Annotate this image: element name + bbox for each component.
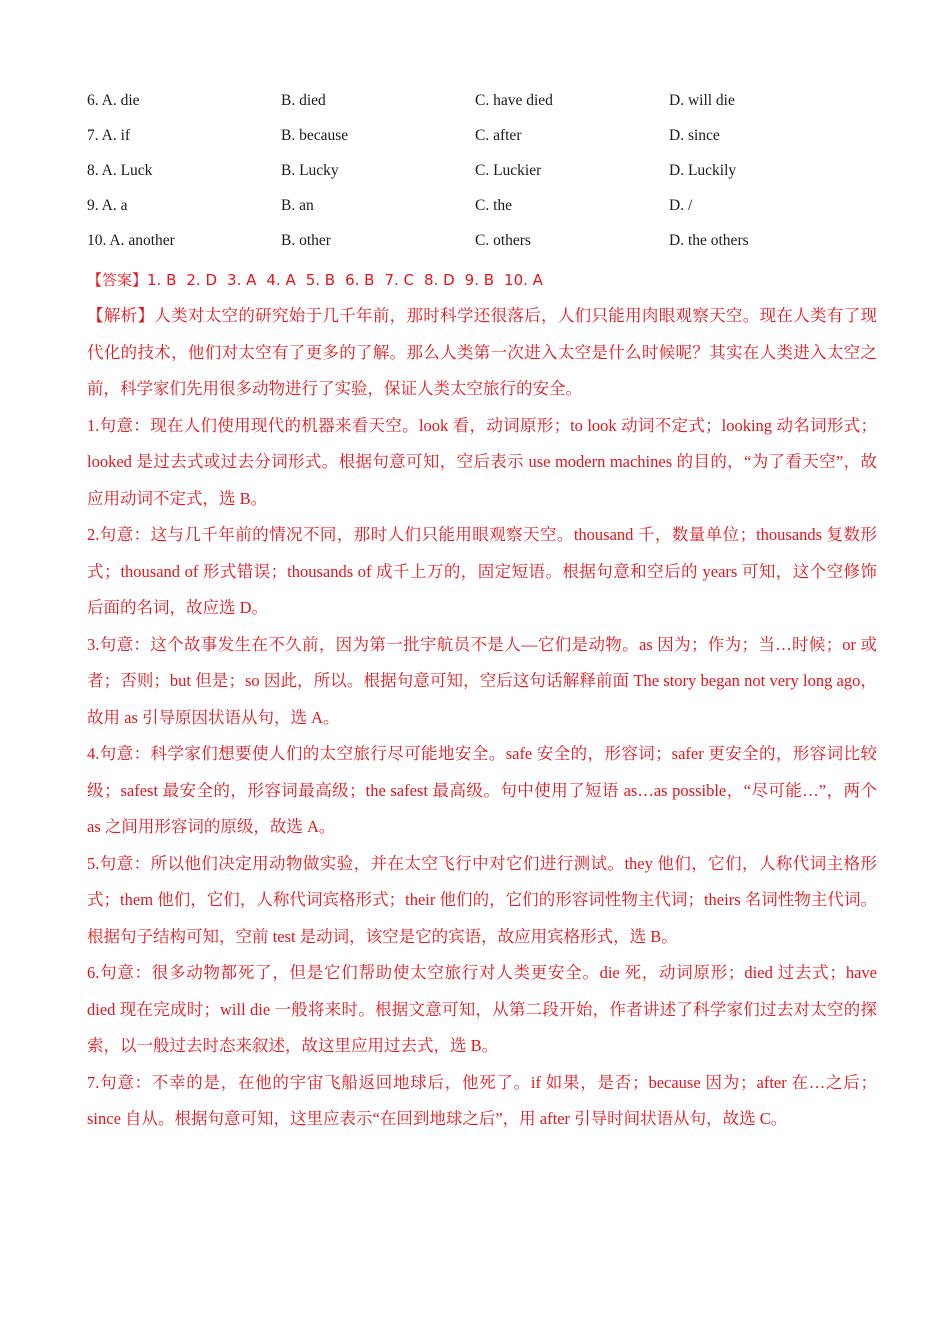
option-b: B. because [281, 127, 349, 144]
options-row-10 [87, 228, 877, 263]
option-a: 9. A. a [87, 197, 128, 214]
option-a: 6. A. die [87, 92, 140, 109]
option-c: C. after [475, 127, 522, 144]
answer-item: 5. B [305, 271, 336, 289]
explanation-4: 4.句意：科学家们想要使人们的太空旅行尽可能地安全。safe 安全的，形容词；safer 更安全的，形容词比较级；safest 最安全的，形容词最高级；the safest 最高级。句中使用了短语 as…as possible，“尽可能…”，两个 as 之间用形容词的原级，故选 A。 [87, 744, 877, 836]
answer-item: 10. A [504, 271, 543, 289]
answer-item: 9. B [464, 271, 495, 289]
answer-item: 6. B [345, 271, 375, 289]
document-page [87, 88, 877, 1138]
answer-tag: 【答案】 [87, 271, 148, 289]
options-row-6 [87, 88, 877, 123]
explanation-1: 1.句意：现在人们使用现代的机器来看天空。look 看，动词原形；to look 动词不定式；looking 动名词形式；looked 是过去式或过去分词形式。根据句意可知，空后表示 use modern machines 的目的，“为了看天空”，故应用动词不定式，选 B。 [87, 415, 877, 508]
option-b: B. an [281, 197, 314, 214]
answer-key [87, 263, 877, 298]
analysis-intro [87, 298, 877, 408]
option-c: C. Luckier [475, 162, 542, 179]
option-b: B. Lucky [281, 162, 339, 179]
option-c: C. have died [475, 92, 553, 109]
answer-item: 1. B [147, 271, 177, 289]
analysis-tag: 【解析】 [87, 306, 155, 325]
option-b: B. other [281, 232, 331, 249]
options-row-7 [87, 123, 877, 158]
answer-item: 8. D [424, 271, 455, 289]
option-d: D. the others [669, 232, 749, 249]
option-d: D. since [669, 127, 720, 144]
option-d: D. / [669, 197, 693, 214]
answer-item: 3. A [227, 271, 257, 289]
option-d: D. Luckily [669, 162, 737, 179]
answer-item: 4. A [266, 271, 296, 289]
option-a: 8. A. Luck [87, 162, 153, 179]
option-b: B. died [281, 92, 326, 109]
option-c: C. others [475, 232, 531, 249]
analysis-intro-text: 人类对太空的研究始于几千年前，那时科学还很落后，人们只能用肉眼观察天空。现在人类有了现代化的技术，他们对太空有了更多的了解。那么人类第一次进入太空是什么时候呢？其实在人类进入太空之前，科学家们先用很多动物进行了实验，保证人类太空旅行的安全。 [87, 306, 878, 398]
explanation-5: 5.句意：所以他们决定用动物做实验，并在太空飞行中对它们进行测试。they 他们，它们，人称代词主格形式；them 他们，它们，人称代词宾格形式；their 他们的，它们的形容词性物主代词；theirs 名词性物主代词。根据句子结构可知，空前 test 是动词，该空是它的宾语，故应用宾格形式，选 B。 [87, 853, 877, 946]
option-a: 7. A. if [87, 127, 131, 144]
options-row-9 [87, 193, 877, 228]
options-row-8 [87, 158, 877, 193]
option-a: 10. A. another [87, 232, 175, 249]
explanation-2: 2.句意：这与几千年前的情况不同，那时人们只能用眼观察天空。thousand 千，数量单位；thousands 复数形式；thousand of 形式错误；thousands of 成千上万的，固定短语。根据句意和空后的 years 可知，这个空修饰后面的名词，故应选 D。 [87, 525, 877, 617]
answer-item: 2. D [186, 271, 218, 289]
explanation-6: 6.句意：很多动物都死了，但是它们帮助使太空旅行对人类更安全。die 死，动词原形；died 过去式；have died 现在完成时；will die 一般将来时。根据文意可知，从第二段开始，作者讲述了科学家们过去对太空的探索，以一般过去时态来叙述，故这里应用过去式，选 B。 [87, 963, 877, 1055]
option-d: D. will die [669, 92, 735, 109]
explanation-3: 3.句意：这个故事发生在不久前，因为第一批宇航员不是人—它们是动物。as 因为；作为；当…时候；or 或者；否则；but 但是；so 因此，所以。根据句意可知，空后这句话解释前面 The story began not very long ago，故用 as 引导原因状语从句，选 A。 [87, 634, 877, 727]
option-c: C. the [475, 197, 513, 214]
explanation-7: 7.句意：不幸的是，在他的宇宙飞船返回地球后，他死了。if 如果，是否；because 因为；after 在…之后；since 自从。根据句意可知，这里应表示“在回到地球之后”，用 after 引导时间状语从句，故选 C。 [87, 1072, 877, 1128]
answer-item: 7. C [384, 271, 415, 289]
